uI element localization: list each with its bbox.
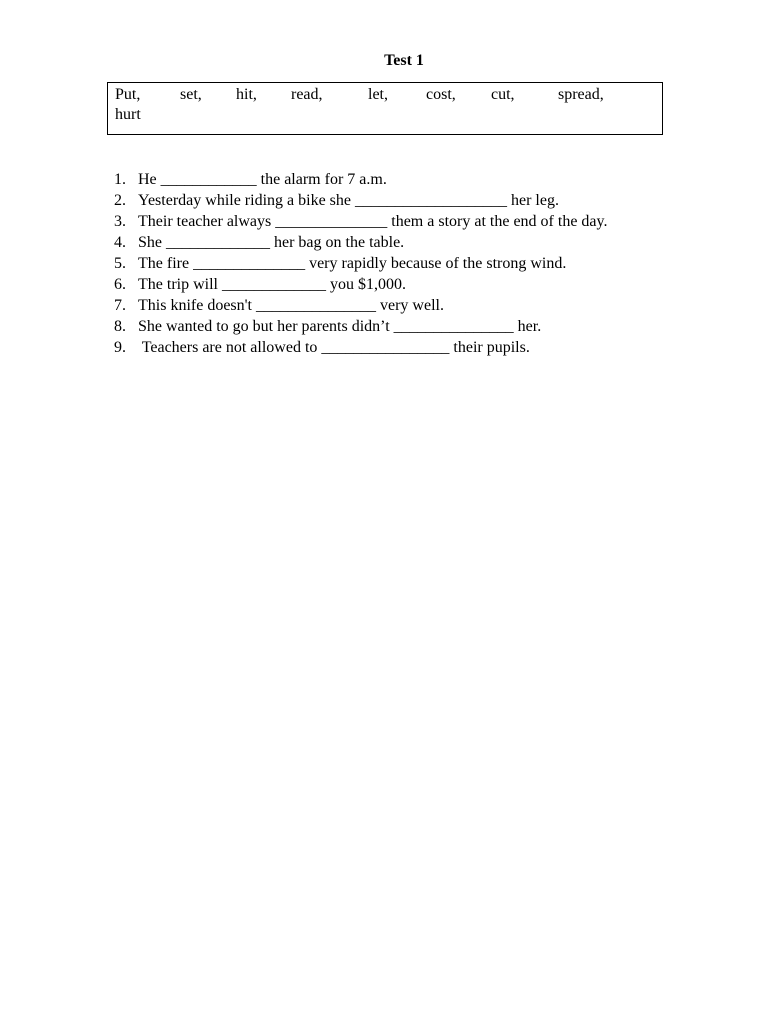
item-number: 8. — [114, 318, 126, 335]
word-bank-item: hurt — [115, 106, 141, 123]
item-text: She wanted to go but her parents didn’t _______________ her. — [138, 318, 542, 335]
item-number: 6. — [114, 276, 126, 293]
word-bank-item: Put, — [115, 86, 141, 103]
exercise-item — [114, 295, 607, 316]
word-bank-box — [107, 82, 663, 135]
item-text: She _____________ her bag on the table. — [138, 234, 405, 251]
item-text: Teachers are not allowed to ________________ their pupils. — [138, 339, 530, 356]
exercise-list — [114, 169, 607, 358]
word-bank-item: spread, — [558, 86, 604, 103]
exercise-item — [114, 232, 607, 253]
exercise-item — [114, 211, 607, 232]
item-text: He ____________ the alarm for 7 a.m. — [138, 171, 387, 188]
word-bank-item: read, — [291, 86, 323, 103]
word-bank-item: set, — [180, 86, 202, 103]
item-number: 4. — [114, 234, 126, 251]
exercise-item — [114, 190, 607, 211]
item-text: The fire ______________ very rapidly because of the strong wind. — [138, 255, 567, 272]
item-number: 9. — [114, 339, 126, 356]
word-bank-item: hit, — [236, 86, 257, 103]
exercise-item — [114, 169, 607, 190]
item-number: 7. — [114, 297, 126, 314]
exercise-item — [114, 274, 607, 295]
item-text: The trip will _____________ you $1,000. — [138, 276, 406, 293]
item-number: 1. — [114, 171, 126, 188]
item-text: Yesterday while riding a bike she ___________________ her leg. — [138, 192, 559, 209]
exercise-item — [114, 337, 607, 358]
test-title: Test 1 — [384, 52, 424, 69]
word-bank-item: cut, — [491, 86, 515, 103]
word-bank-item: cost, — [426, 86, 456, 103]
item-text: Their teacher always ______________ them a story at the end of the day. — [138, 213, 608, 230]
item-number: 5. — [114, 255, 126, 272]
exercise-item — [114, 316, 607, 337]
item-number: 3. — [114, 213, 126, 230]
item-number: 2. — [114, 192, 126, 209]
word-bank-item: let, — [368, 86, 388, 103]
item-text: This knife doesn't _______________ very well. — [138, 297, 444, 314]
exercise-item — [114, 253, 607, 274]
